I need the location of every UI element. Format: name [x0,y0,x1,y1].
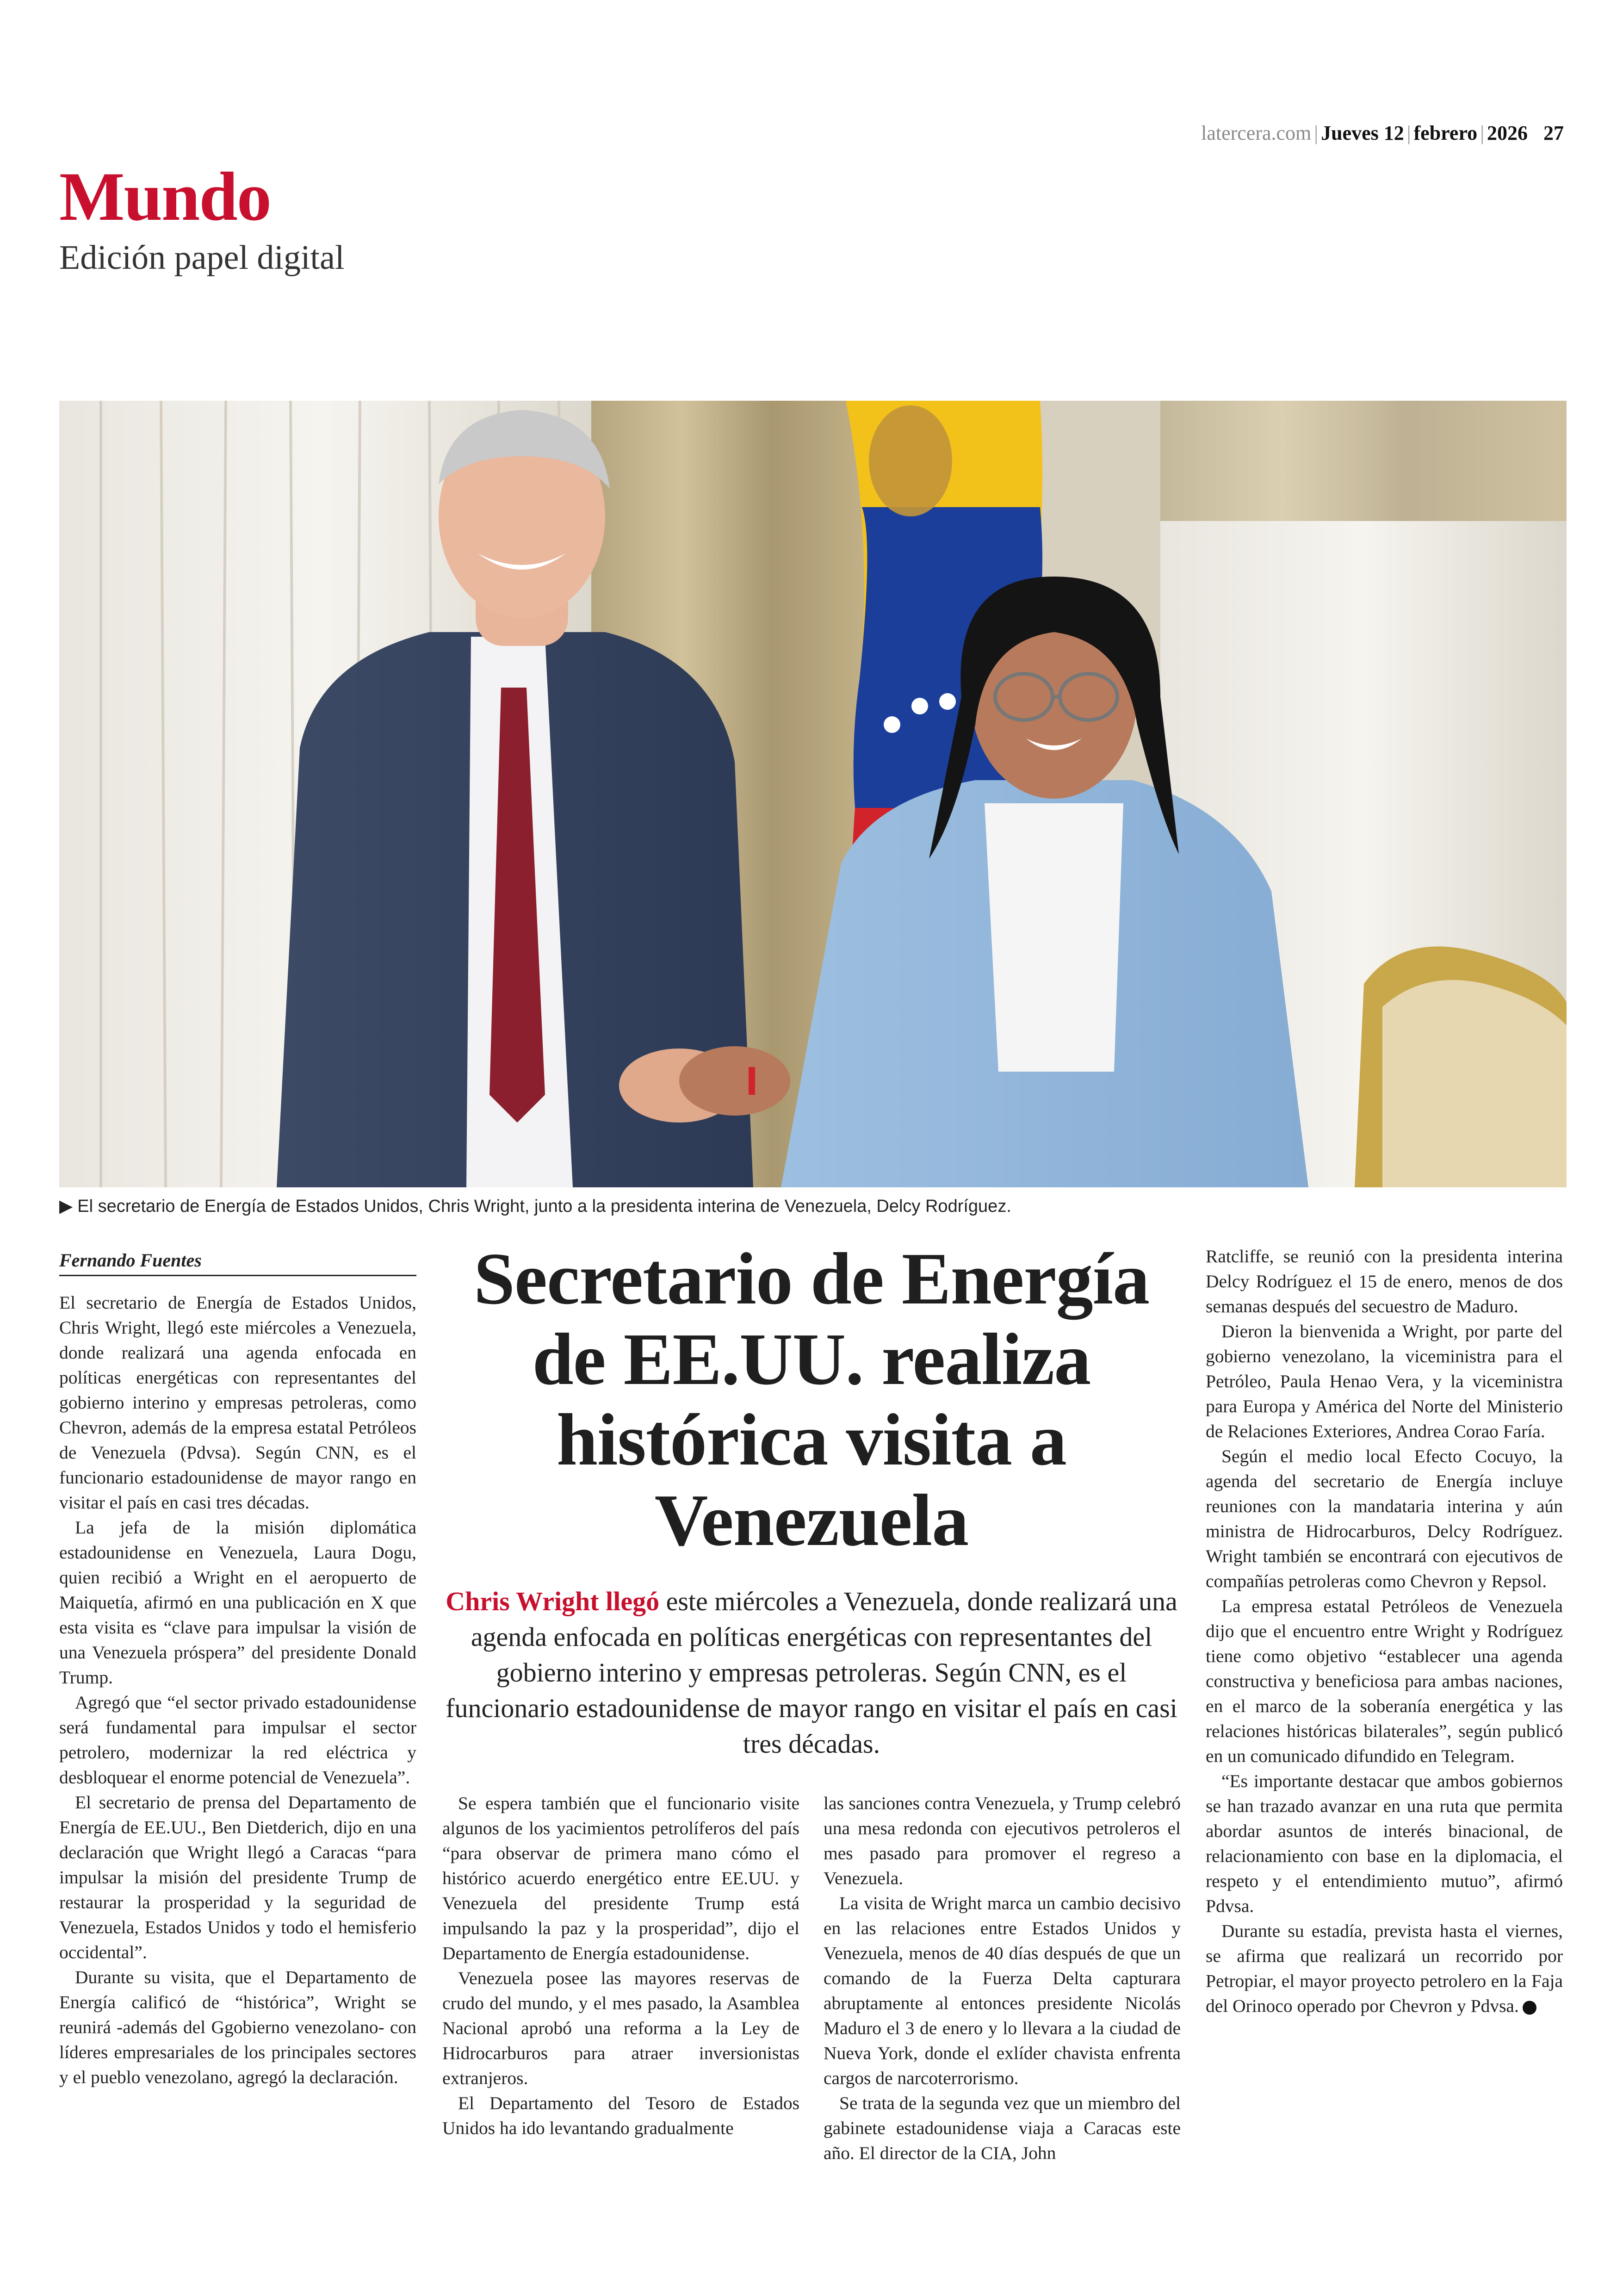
page-folio: latercera.com | Jueves 12 | febrero | 2026 27 [1201,122,1564,144]
folio-weekday: Jueves 12 [1321,122,1404,144]
photo-illustration [59,401,1567,1187]
article-column-1 [59,1290,416,2090]
article-column-3 [824,1791,1181,2166]
site-name: latercera.com [1201,122,1312,144]
paragraph: Durante su visita, que el Departamento de Energía calificó de “histórica”, Wright se reunirá -además del Ggobierno venezolano- con líderes empresariales de los principales sectores y el pueblo venezolano, agregó la declaración. [59,1967,416,2087]
paragraph: La empresa estatal Petróleos de Venezuela dijo que el encuentro entre Wright y Rodríguez tiene como objetivo “establecer una agenda constructiva y beneficiosa para ambas naciones, en el marco de la soberanía energética y las relaciones históricas bilaterales”, según publicó en un comunicado difundido en Telegram. [1206,1596,1563,1766]
paragraph: El secretario de Energía de Estados Unidos, Chris Wright, llegó este miércoles a Venezuela, donde realizará una agenda enfocada en políticas energéticas con representantes del gobierno interino y empresas petroleras, como Chevron, además de la empresa estatal Petróleos de Venezuela (Pdvsa). Según CNN, es el funcionario estadounidense de mayor rango en visitar el país en casi tres décadas. [59,1292,416,1513]
byline: Fernando Fuentes [59,1249,416,1276]
paragraph: Dieron la bienvenida a Wright, por parte del gobierno venezolano, la viceministra para el Petróleo, Paula Henao Vera, y la viceministra para Europa y América del Norte del Ministerio de Relaciones Exteriores, Andrea Corao Faría. [1206,1321,1563,1441]
section-title: Mundo [59,158,271,235]
paragraph: Agregó que “el sector privado estadounidense será fundamental para impulsar el sector petrolero, modernizar la red eléctrica y desbloquear el enorme potencial de Venezuela”. [59,1692,416,1787]
paragraph: Venezuela posee las mayores reservas de crudo del mundo, y el mes pasado, la Asamblea Nacional aprobó una reforma a la Ley de Hidrocarburos para atraer inversionistas extranjeros. [442,1968,799,2088]
caption-arrow-icon: ▶ [59,1197,73,1216]
paragraph: las sanciones contra Venezuela, y Trump celebró una mesa redonda con ejecutivos petroleros el mes pasado para promover el regreso a Venezuela. [824,1793,1181,1888]
lead-text: este miércoles a Venezuela, donde realizará una agenda enfocada en políticas energéticas con representantes del gobierno interino y empresas petroleras. Según CNN, es el funcionario estadounidense de mayor rango en visitar el país en casi tres décadas. [446,1586,1177,1759]
article-column-4 [1206,1244,1563,2018]
paragraph: Se espera también que el funcionario visite algunos de los yacimientos petrolíferos del país “para observar de primera mano cómo el histórico acuerdo energético entre EE.UU. y Venezuela del presidente Trump está impulsando la paz y la prosperidad”, dijo el Departamento de Energía estadounidense. [442,1793,799,1963]
paragraph: Se trata de la segunda vez que un miembro del gabinete estadounidense viaja a Caracas este año. El director de la CIA, John [824,2093,1181,2163]
paragraph: El Departamento del Tesoro de Estados Unidos ha ido levantando gradualmente [442,2093,799,2138]
main-photo [59,401,1567,1187]
edition-label: Edición papel digital [59,239,345,277]
photo-caption-text: El secretario de Energía de Estados Unidos, Chris Wright, junto a la presidenta interina de Venezuela, Delcy Rodríguez. [77,1197,1011,1216]
paragraph: Según el medio local Efecto Cocuyo, la agenda del secretario de Energía incluye reuniones con la mandataria interina y aún ministra de Hidrocarburos, Delcy Rodríguez. Wright también se encontrará con ejecutivos de compañías petroleras como Chevron y Repsol. [1206,1446,1563,1591]
page-number: 27 [1543,122,1564,144]
paragraph-last-text: Durante su estadía, prevista hasta el viernes, se afirma que realizará un recorrido por Petropiar, el mayor proyecto petrolero en la Faja del Orinoco operado por Chevron y Pdvsa. [1206,1921,1563,2016]
paragraph: La jefa de la misión diplomática estadounidense en Venezuela, Laura Dogu, quien recibió a Wright en el aeropuerto de Maiquetía, afirmó en una publicación en X que esta visita es “clave para impulsar la visión de una Venezuela próspera” del presidente Donald Trump. [59,1517,416,1688]
article-column-2 [442,1791,799,2141]
folio-month: febrero [1413,122,1478,144]
headline: Secretario de Energía de EE.UU. realiza histórica visita a Venezuela [473,1237,1150,1561]
end-mark-icon [1523,2001,1536,2015]
paragraph: Ratcliffe, se reunió con la presidenta interina Delcy Rodríguez el 15 de enero, menos de dos semanas después del secuestro de Maduro. [1206,1246,1563,1316]
paragraph: El secretario de prensa del Departamento de Energía de EE.UU., Ben Dietderich, dijo en una declaración que Wright llegó a Caracas “para impulsar la misión del presidente Trump de restaurar la prosperidad y la seguridad de Venezuela, Estados Unidos y todo el hemisferio occidental”. [59,1792,416,1962]
paragraph-last [1206,1918,1563,2018]
lead-paragraph [442,1583,1181,1762]
folio-year: 2026 [1487,122,1528,144]
paragraph: “Es importante destacar que ambos gobiernos se han trazado avanzar en una ruta que permita abordar asuntos de interés binacional, de relacionamiento con base en la diplomacia, el respeto y el entendimiento mutuo”, afirmó Pdvsa. [1206,1771,1563,1916]
lead-highlight: Chris Wright llegó [446,1586,660,1616]
paragraph: La visita de Wright marca un cambio decisivo en las relaciones entre Estados Unidos y Venezuela, menos de 40 días después de que un comando de la Fuerza Delta capturara abruptamente al entonces presidente Nicolás Maduro el 3 de enero y lo llevara a la ciudad de Nueva York, donde el exlíder chavista enfrenta cargos de narcoterrorismo. [824,1893,1181,2088]
photo-caption [59,1196,1567,1216]
